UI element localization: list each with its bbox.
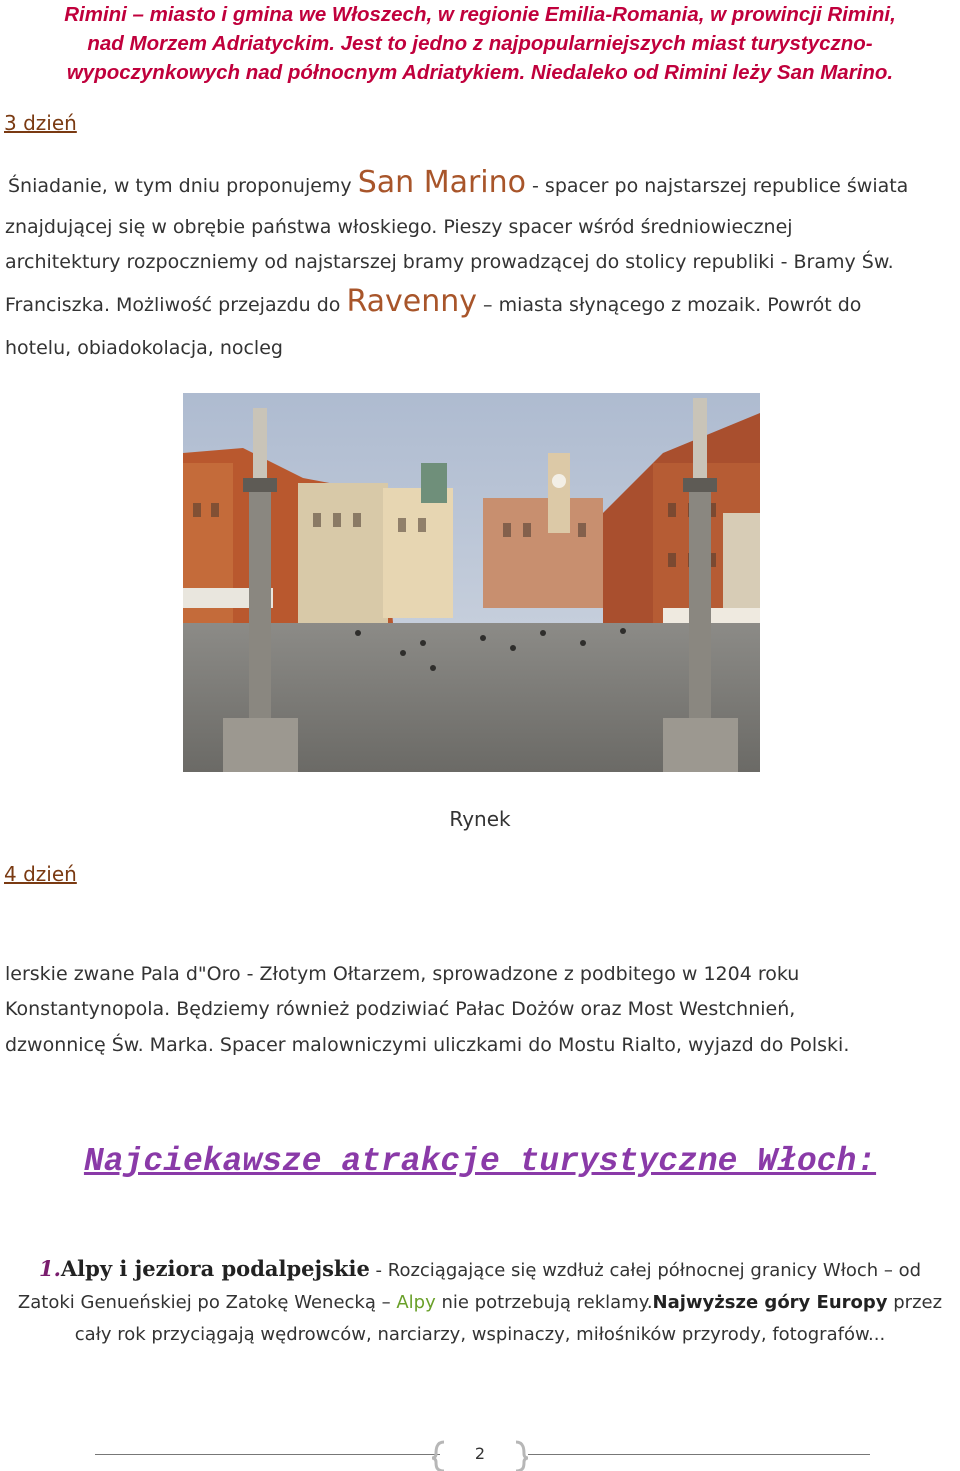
day3-line-3: architektury rozpoczniemy od najstarszej bramy prowadzącej do stolicy republiki - Bramy Św. — [5, 251, 894, 273]
day3-line-2: znajdującej się w obrębie państwa włoskiego. Pieszy spacer wśród średniowiecznej — [5, 216, 793, 238]
intro-line: nad Morzem Adriatyckim. Jest to jedno z najpopularniejszych miast turystyczno- — [87, 32, 873, 55]
attraction-text: Zatoki Genueńskiej po Zatokę Wenecką – — [17, 1292, 397, 1313]
attraction-text: przez — [887, 1292, 943, 1313]
attraction-bold: Najwyższe góry Europy — [652, 1292, 888, 1313]
attraction-text: nie potrzebują reklamy. — [435, 1292, 653, 1313]
attraction-text: - Rozciągające się wzdłuż całej północnej granicy Włoch – od — [369, 1260, 922, 1281]
square-photo — [183, 393, 760, 772]
day4-heading: 4 dzień — [4, 862, 77, 886]
day4-line-3: dzwonnicę Św. Marka. Spacer malowniczymi uliczkami do Mostu Rialto, wyjazd do Polski. — [5, 1034, 850, 1056]
intro-paragraph — [0, 0, 960, 87]
intro-line: wypoczynkowych nad północnym Adriatykiem. Niedaleko od Rimini leży San Marino. — [66, 61, 894, 84]
day3-line-5: hotelu, obiadokolacja, nocleg — [5, 337, 283, 359]
attraction-name: Alpy i jeziora podalpejskie — [60, 1256, 370, 1281]
day3-line-1 — [8, 166, 908, 203]
footer-rule-left — [95, 1454, 440, 1455]
day4-line-2: Konstantynopola. Będziemy również podziwiać Pałac Dożów oraz Most Westchnień, — [5, 998, 796, 1020]
place-ravenna: Ravenny — [346, 284, 477, 319]
attraction-number: 1. — [38, 1256, 61, 1281]
attraction-1-line-2 — [0, 1292, 960, 1313]
place-san-marino: San Marino — [357, 165, 526, 200]
day3-heading: 3 dzień — [4, 111, 77, 135]
day4-line-1: lerskie zwane Pala d"Oro - Złotym Ołtarzem, sprowadzone z podbitego w 1204 roku — [5, 963, 800, 985]
square-illustration — [183, 393, 760, 772]
photo-caption: Rynek — [449, 807, 511, 831]
day3-text: Franciszka. Możliwość przejazdu do — [5, 294, 347, 316]
day3-text: - spacer po najstarszej republice świata — [526, 175, 909, 197]
attractions-title: Najciekawsze atrakcje turystyczne Włoch: — [83, 1143, 877, 1180]
day3-text: Śniadanie, w tym dniu proponujemy — [8, 175, 358, 197]
alps-highlight: Alpy — [396, 1292, 436, 1313]
footer-rule-right — [528, 1454, 870, 1455]
page-number: 2 — [474, 1444, 486, 1463]
day3-text: – miasta słynącego z mozaik. Powrót do — [477, 294, 862, 316]
intro-line: Rimini – miasto i gmina we Włoszech, w regionie Emilia-Romania, w prowincji Rimini, — [64, 3, 896, 26]
day3-line-4 — [5, 285, 861, 322]
attraction-1-line-1 — [0, 1256, 960, 1281]
attraction-1-line-3: cały rok przyciągają wędrowców, narciarzy, wspinaczy, miłośników przyrody, fotografów... — [74, 1324, 886, 1345]
